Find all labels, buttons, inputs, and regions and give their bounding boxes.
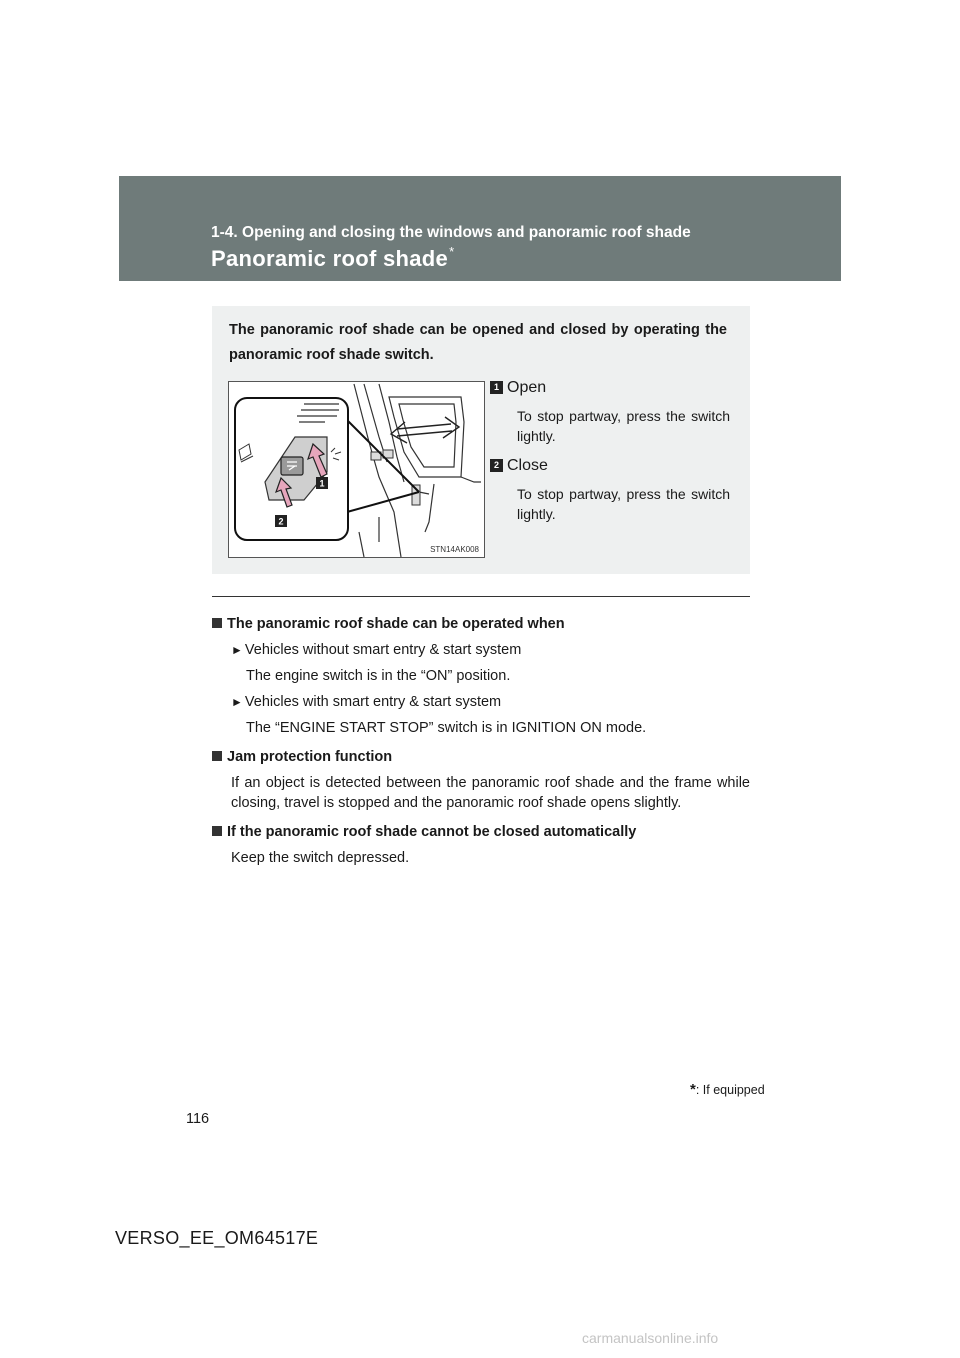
square-bullet-icon bbox=[212, 618, 222, 628]
step-number-badge: 2 bbox=[490, 459, 503, 472]
square-bullet-icon bbox=[212, 826, 222, 836]
callout-2: 2 bbox=[278, 516, 284, 527]
condition-detail: The “ENGINE START STOP” switch is in IGNITION ON mode. bbox=[246, 720, 647, 736]
step-close bbox=[490, 457, 730, 524]
triangle-bullet-icon: ► bbox=[231, 643, 243, 657]
page-title bbox=[211, 246, 454, 272]
equipped-marker: * bbox=[449, 244, 455, 259]
footnote: *: If equipped bbox=[690, 1081, 765, 1098]
switch-diagram bbox=[229, 382, 484, 557]
step-open bbox=[490, 379, 730, 446]
page-title-text: Panoramic roof shade bbox=[211, 246, 449, 271]
note-heading: The panoramic roof shade can be operated when bbox=[212, 614, 750, 634]
asterisk-icon: * bbox=[690, 1081, 696, 1098]
step-description: To stop partway, press the switch lightly. bbox=[517, 486, 730, 523]
step-description: To stop partway, press the switch lightly. bbox=[517, 408, 730, 445]
figure-code: STN14AK008 bbox=[430, 545, 479, 554]
info-box bbox=[212, 306, 750, 574]
document-id: VERSO_EE_OM64517E bbox=[115, 1228, 319, 1248]
chapter-header bbox=[119, 176, 841, 281]
section-title: 1-4. Opening and closing the windows and panoramic roof shade bbox=[211, 224, 691, 241]
note-heading: If the panoramic roof shade cannot be closed automatically bbox=[212, 822, 750, 842]
condition-detail: The engine switch is in the “ON” position. bbox=[246, 668, 511, 684]
roof-shade-switch-illustration bbox=[228, 381, 485, 558]
triangle-bullet-icon: ► bbox=[231, 695, 243, 709]
condition-line: ► Vehicles with smart entry & start system bbox=[231, 694, 502, 710]
step-label: Open bbox=[507, 379, 547, 396]
condition-line: ► Vehicles without smart entry & start system bbox=[231, 642, 522, 658]
note-body: Keep the switch depressed. bbox=[231, 850, 410, 866]
square-bullet-icon bbox=[212, 751, 222, 761]
note-body: If an object is detected between the panoramic roof shade and the frame while closing, travel is stopped and the panoramic roof shade opens slightly. bbox=[231, 775, 750, 811]
step-number-badge: 1 bbox=[490, 381, 503, 394]
watermark: carmanualsonline.info bbox=[582, 1330, 719, 1346]
page-number: 116 bbox=[186, 1111, 210, 1127]
intro-text: The panoramic roof shade can be opened and closed by operating the panoramic roof shade switch. bbox=[229, 322, 727, 363]
notes-section bbox=[212, 614, 750, 868]
section-divider bbox=[212, 596, 750, 597]
note-heading: Jam protection function bbox=[212, 747, 750, 767]
step-label: Close bbox=[507, 457, 548, 474]
callout-1: 1 bbox=[319, 478, 325, 489]
